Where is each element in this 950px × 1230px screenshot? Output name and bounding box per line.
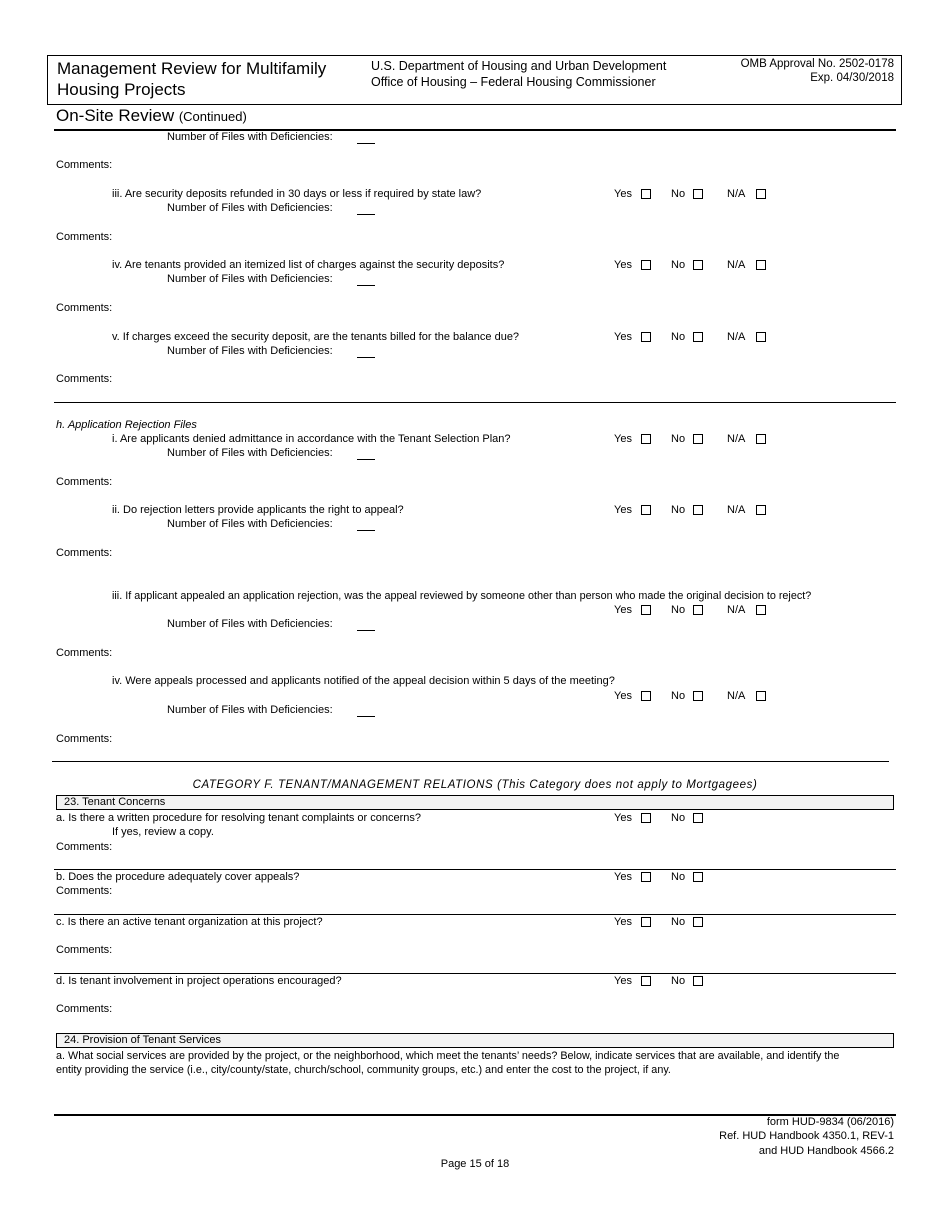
form-title-line2: Housing Projects	[57, 80, 186, 99]
no-checkbox[interactable]	[693, 976, 703, 986]
question-h-iv: iv. Were appeals processed and applicants notified of the appeal decision within 5 days of the meeting?	[112, 675, 615, 687]
files-blank[interactable]	[357, 357, 375, 358]
omb-approval	[741, 57, 894, 85]
department-line2: Office of Housing – Federal Housing Commissioner	[371, 75, 656, 89]
no-checkbox[interactable]	[693, 813, 703, 823]
yes-label: Yes	[614, 690, 632, 702]
yes-label: Yes	[614, 604, 632, 616]
files-blank[interactable]	[357, 630, 375, 631]
header-box	[47, 55, 902, 105]
divider	[52, 761, 889, 762]
form-title	[57, 58, 326, 100]
no-label: No	[671, 871, 686, 883]
na-checkbox[interactable]	[756, 332, 766, 342]
yes-checkbox[interactable]	[641, 872, 651, 882]
section-title	[56, 105, 247, 127]
no-label: No	[671, 433, 686, 445]
no-label: No	[671, 916, 686, 928]
no-checkbox[interactable]	[693, 691, 703, 701]
no-checkbox[interactable]	[693, 260, 703, 270]
yes-checkbox[interactable]	[641, 605, 651, 615]
yes-label: Yes	[614, 504, 632, 516]
handbook-ref-2: and HUD Handbook 4566.2	[758, 1145, 894, 1157]
na-checkbox[interactable]	[756, 434, 766, 444]
no-label: No	[671, 604, 686, 616]
files-blank[interactable]	[357, 143, 375, 144]
yes-label: Yes	[614, 259, 632, 271]
question-23b: b. Does the procedure adequately cover appeals?	[56, 871, 300, 883]
na-checkbox[interactable]	[756, 189, 766, 199]
files-label: Number of Files with Deficiencies:	[167, 131, 333, 143]
question-23d: d. Is tenant involvement in project operations encouraged?	[56, 975, 342, 987]
na-label: N/A	[727, 331, 746, 343]
yes-checkbox[interactable]	[641, 505, 651, 515]
comments-label: Comments:	[56, 547, 113, 559]
comments-label: Comments:	[56, 647, 113, 659]
question-24a-line2: entity providing the service (i.e., city/county/state, church/school, community groups, etc.) and enter the cost to the project, if any.	[56, 1064, 671, 1076]
no-checkbox[interactable]	[693, 332, 703, 342]
question-h-iii: iii. If applicant appealed an application rejection, was the appeal reviewed by someone other than person who made the original decision to reject?	[112, 590, 812, 602]
comments-label: Comments:	[56, 476, 113, 488]
comments-label: Comments:	[56, 944, 113, 956]
no-label: No	[671, 331, 686, 343]
na-checkbox[interactable]	[756, 691, 766, 701]
yes-checkbox[interactable]	[641, 917, 651, 927]
files-label: Number of Files with Deficiencies:	[167, 618, 333, 630]
no-label: No	[671, 504, 686, 516]
files-blank[interactable]	[357, 459, 375, 460]
files-label: Number of Files with Deficiencies:	[167, 273, 333, 285]
no-checkbox[interactable]	[693, 505, 703, 515]
question-h-i: i. Are applicants denied admittance in accordance with the Tenant Selection Plan?	[112, 433, 511, 445]
no-label: No	[671, 259, 686, 271]
files-blank[interactable]	[357, 530, 375, 531]
no-checkbox[interactable]	[693, 189, 703, 199]
yes-label: Yes	[614, 812, 632, 824]
section-23-header: 23. Tenant Concerns	[56, 795, 894, 810]
no-label: No	[671, 975, 686, 987]
na-label: N/A	[727, 433, 746, 445]
page-number: Page 15 of 18	[440, 1158, 510, 1170]
files-blank[interactable]	[357, 716, 375, 717]
yes-checkbox[interactable]	[641, 260, 651, 270]
section-title-text: On-Site Review	[56, 106, 175, 125]
yes-checkbox[interactable]	[641, 434, 651, 444]
no-checkbox[interactable]	[693, 872, 703, 882]
na-label: N/A	[727, 259, 746, 271]
no-label: No	[671, 690, 686, 702]
divider	[54, 402, 896, 403]
question-23a: a. Is there a written procedure for resolving tenant complaints or concerns?	[56, 812, 422, 824]
comments-label: Comments:	[56, 841, 113, 853]
department-line1: U.S. Department of Housing and Urban Development	[371, 59, 667, 73]
yes-checkbox[interactable]	[641, 189, 651, 199]
comments-label: Comments:	[56, 159, 113, 171]
na-label: N/A	[727, 504, 746, 516]
no-checkbox[interactable]	[693, 605, 703, 615]
form-number: form HUD-9834 (06/2016)	[766, 1116, 894, 1128]
divider	[54, 869, 896, 870]
comments-label: Comments:	[56, 373, 113, 385]
yes-label: Yes	[614, 433, 632, 445]
files-label: Number of Files with Deficiencies:	[167, 345, 333, 357]
question-g-iii: iii. Are security deposits refunded in 30 days or less if required by state law?	[112, 188, 482, 200]
yes-checkbox[interactable]	[641, 332, 651, 342]
na-label: N/A	[727, 604, 746, 616]
form-title-line1: Management Review for Multifamily	[57, 59, 327, 78]
no-checkbox[interactable]	[693, 917, 703, 927]
omb-number: OMB Approval No. 2502-0178	[740, 58, 894, 70]
question-23a-note: If yes, review a copy.	[112, 826, 214, 838]
na-checkbox[interactable]	[756, 505, 766, 515]
na-label: N/A	[727, 690, 746, 702]
category-f-heading: CATEGORY F. TENANT/MANAGEMENT RELATIONS (This Category does not apply to Mortgagees)	[192, 779, 758, 791]
na-checkbox[interactable]	[756, 260, 766, 270]
comments-label: Comments:	[56, 885, 113, 897]
yes-label: Yes	[614, 975, 632, 987]
files-blank[interactable]	[357, 285, 375, 286]
question-g-iv: iv. Are tenants provided an itemized list of charges against the security deposits?	[112, 259, 505, 271]
comments-label: Comments:	[56, 733, 113, 745]
omb-expiration: Exp. 04/30/2018	[810, 72, 894, 84]
section-continued: (Continued)	[178, 109, 247, 124]
question-23c: c. Is there an active tenant organization at this project?	[56, 916, 323, 928]
yes-checkbox[interactable]	[641, 813, 651, 823]
department-name	[371, 58, 666, 90]
question-h-ii: ii. Do rejection letters provide applicants the right to appeal?	[112, 504, 404, 516]
yes-checkbox[interactable]	[641, 691, 651, 701]
yes-label: Yes	[614, 916, 632, 928]
subsection-h-heading: h. Application Rejection Files	[56, 419, 197, 431]
files-label: Number of Files with Deficiencies:	[167, 518, 333, 530]
comments-label: Comments:	[56, 302, 113, 314]
divider	[54, 973, 896, 974]
files-blank[interactable]	[357, 214, 375, 215]
question-g-v: v. If charges exceed the security deposit, are the tenants billed for the balance due?	[112, 331, 520, 343]
question-24a-line1: a. What social services are provided by the project, or the neighborhood, which meet the tenants’ needs? Below, indicate services that are available, and identify the	[56, 1050, 840, 1062]
no-checkbox[interactable]	[693, 434, 703, 444]
yes-checkbox[interactable]	[641, 976, 651, 986]
yes-label: Yes	[614, 331, 632, 343]
files-label: Number of Files with Deficiencies:	[167, 202, 333, 214]
na-label: N/A	[727, 188, 746, 200]
section-24-header: 24. Provision of Tenant Services	[56, 1033, 894, 1048]
comments-label: Comments:	[56, 1003, 113, 1015]
handbook-ref-1: Ref. HUD Handbook 4350.1, REV-1	[719, 1130, 894, 1142]
divider	[54, 914, 896, 915]
files-label: Number of Files with Deficiencies:	[167, 447, 333, 459]
yes-label: Yes	[614, 871, 632, 883]
yes-label: Yes	[614, 188, 632, 200]
no-label: No	[671, 188, 686, 200]
files-label: Number of Files with Deficiencies:	[167, 704, 333, 716]
na-checkbox[interactable]	[756, 605, 766, 615]
no-label: No	[671, 812, 686, 824]
comments-label: Comments:	[56, 231, 113, 243]
